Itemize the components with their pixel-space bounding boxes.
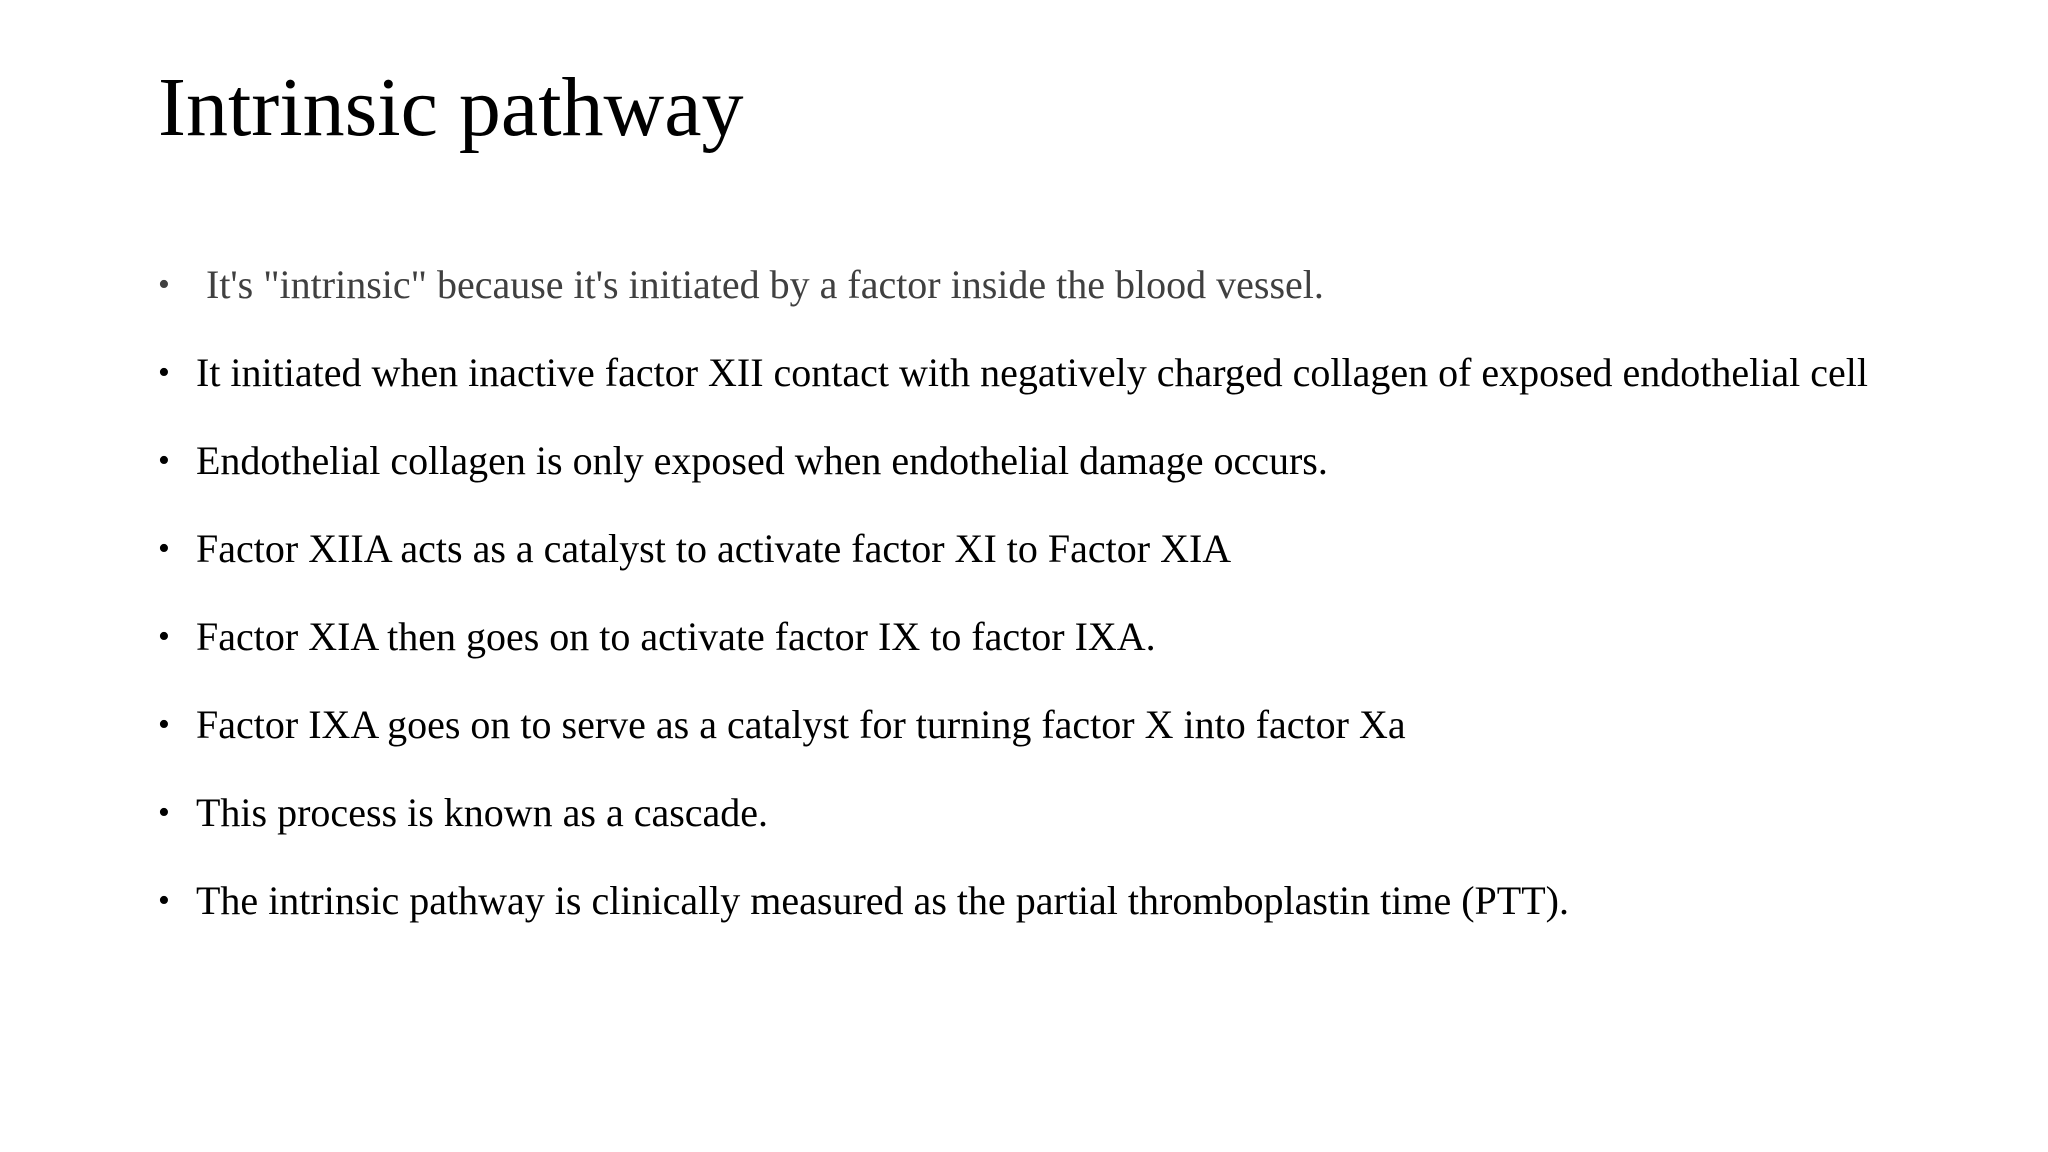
bullet-dot-icon: • <box>158 706 170 743</box>
bullet-text: Endothelial collagen is only exposed when endothelial damage occurs. <box>196 438 1328 483</box>
bullet-text: Factor XIIA acts as a catalyst to activate factor XI to Factor XIA <box>196 526 1232 571</box>
slide-title: Intrinsic pathway <box>158 61 744 154</box>
bullet-dot-icon: • <box>158 530 170 567</box>
bullet-item <box>158 516 1878 582</box>
bullet-item <box>158 604 1878 670</box>
bullet-item <box>158 340 1878 406</box>
bullet-dot-icon: • <box>158 882 170 919</box>
bullet-text: Factor XIA then goes on to activate factor IX to factor IXA. <box>196 614 1156 659</box>
bullet-item <box>158 252 1878 318</box>
bullet-dot-icon: • <box>158 266 170 303</box>
bullet-text: The intrinsic pathway is clinically measured as the partial thromboplastin time (PTT). <box>196 878 1569 923</box>
bullet-item <box>158 692 1878 758</box>
bullet-list <box>158 252 1878 956</box>
bullet-dot-icon: • <box>158 618 170 655</box>
bullet-dot-icon: • <box>158 442 170 479</box>
bullet-item <box>158 868 1878 934</box>
bullet-item <box>158 780 1878 846</box>
bullet-text: Factor IXA goes on to serve as a catalyst for turning factor X into factor Xa <box>196 702 1406 747</box>
bullet-dot-icon: • <box>158 794 170 831</box>
bullet-text: It initiated when inactive factor XII contact with negatively charged collagen of exposed endothelial cell <box>196 350 1868 395</box>
bullet-item <box>158 428 1878 494</box>
bullet-dot-icon: • <box>158 354 170 391</box>
bullet-text: This process is known as a cascade. <box>196 790 769 835</box>
bullet-text: It's "intrinsic" because it's initiated by a factor inside the blood vessel. <box>206 262 1324 307</box>
